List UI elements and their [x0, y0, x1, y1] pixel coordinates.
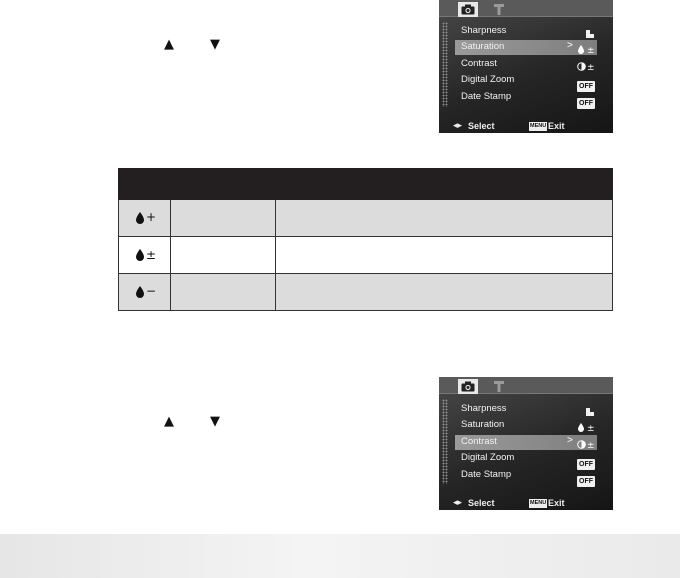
select-hint: Select — [468, 121, 495, 131]
off-badge: OFF — [579, 461, 593, 468]
saturation-normal-icon — [577, 42, 595, 53]
contrast-normal-icon — [577, 437, 595, 448]
lcd-tab-bar — [439, 377, 613, 394]
svg-text:−: − — [145, 284, 156, 298]
svg-text:±: ± — [587, 441, 595, 450]
off-badge: OFF — [579, 100, 593, 107]
page-footer-band — [0, 534, 680, 578]
svg-text:+: + — [145, 210, 156, 224]
camera-tab[interactable] — [458, 379, 478, 394]
down-arrow-icon: ▼ — [210, 414, 220, 429]
navigation-arrows — [164, 414, 256, 429]
menu-item-saturation[interactable]: Saturation > ± — [455, 40, 597, 55]
svg-text:±: ± — [587, 424, 595, 433]
menu-button-icon: MENU — [530, 500, 547, 506]
menu-item-digital-zoom[interactable]: Digital Zoom OFF — [461, 74, 593, 90]
menu-button-icon: MENU — [530, 123, 547, 129]
off-badge: OFF — [579, 83, 593, 90]
saturation-low-icon — [118, 274, 171, 310]
table-row — [118, 274, 613, 311]
menu-item-saturation[interactable]: Saturation ± — [461, 419, 595, 433]
chevron-right-icon: > — [567, 40, 573, 51]
camera-tab[interactable] — [458, 2, 478, 17]
off-badge: OFF — [579, 478, 593, 485]
table-header — [118, 168, 613, 200]
setup-tab[interactable] — [494, 2, 504, 20]
camera-lcd-menu-contrast — [439, 377, 613, 510]
scroll-indicator — [442, 22, 448, 107]
table-row — [118, 200, 613, 237]
wrench-icon — [494, 380, 504, 392]
exit-hint: Exit — [548, 498, 565, 508]
saturation-normal-icon — [577, 420, 595, 431]
svg-text:±: ± — [587, 46, 595, 55]
menu-item-digital-zoom[interactable]: Digital Zoom OFF — [461, 452, 593, 468]
saturation-table — [118, 168, 613, 311]
wrench-icon — [494, 3, 504, 15]
menu-item-contrast[interactable]: Contrast ± — [461, 58, 595, 72]
saturation-high-icon — [118, 200, 171, 236]
menu-item-sharpness[interactable]: Sharpness — [455, 24, 597, 39]
lcd-footer — [439, 496, 613, 510]
menu-item-date-stamp[interactable]: Date Stamp OFF — [461, 91, 593, 107]
chevron-right-icon: > — [567, 435, 573, 446]
exit-hint: Exit — [548, 121, 565, 131]
setup-tab[interactable] — [494, 379, 504, 397]
menu-item-contrast[interactable]: Contrast > ± — [455, 435, 597, 450]
lcd-footer — [439, 119, 613, 133]
contrast-normal-icon — [577, 59, 595, 70]
scroll-indicator — [442, 399, 448, 484]
up-arrow-icon: ▲ — [164, 37, 174, 52]
navigation-arrows — [164, 37, 256, 52]
down-arrow-icon: ▼ — [210, 37, 220, 52]
sharpness-icon — [585, 404, 595, 415]
svg-text:±: ± — [587, 63, 595, 72]
left-right-icon: ◂▸ — [453, 497, 463, 507]
lcd-tab-bar — [439, 0, 613, 17]
select-hint: Select — [468, 498, 495, 508]
camera-icon — [461, 4, 475, 15]
camera-lcd-menu-saturation — [439, 0, 613, 133]
left-right-icon: ◂▸ — [453, 120, 463, 130]
camera-icon — [461, 381, 475, 392]
sharpness-icon — [585, 26, 595, 37]
saturation-normal-icon — [118, 237, 171, 273]
up-arrow-icon: ▲ — [164, 414, 174, 429]
menu-item-sharpness[interactable]: Sharpness — [455, 402, 597, 417]
table-row — [118, 237, 613, 274]
menu-item-date-stamp[interactable]: Date Stamp OFF — [461, 469, 593, 485]
svg-text:±: ± — [145, 248, 156, 262]
